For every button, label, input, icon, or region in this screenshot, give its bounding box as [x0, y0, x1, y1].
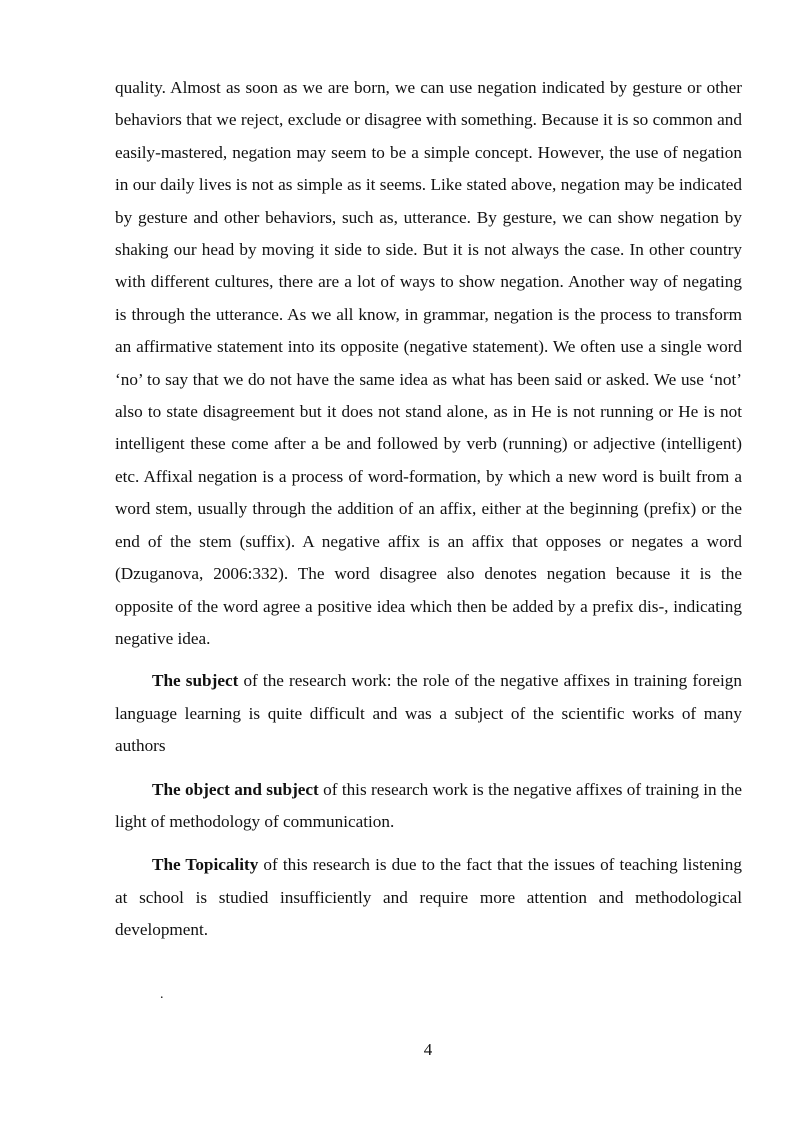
paragraph-topicality-text: of this research is due to the fact that the issues of teaching listening at school is studied insufficiently and require more attention and methodological development. [115, 855, 742, 940]
term-subject: The subject [152, 671, 239, 691]
paragraph-research-subject-text: of the research work: the role of the negative affixes in training foreign language learning is quite difficult and was a subject of the scientific works of many authors [115, 671, 742, 756]
page-number: 4 [423, 1040, 433, 1059]
body-text [115, 72, 742, 947]
term-topicality: The Topicality [152, 855, 259, 875]
paragraph-negation-overview: quality. Almost as soon as we are born, we can use negation indicated by gesture or other behaviors that we reject, exclude or disagree with something. Because it is so common and easily-mastered, negation may seem to be a simple concept. However, the use of negation in our daily lives is not as simple as it seems. Like stated above, negation may be indicated by gesture and other behaviors, such as, utterance. By gesture, we can show negation by shaking our head by moving it side to side. But it is not always the case. In other country with different cultures, there are a lot of ways to show negation. Another way of negating is through the utterance. As we all know, in grammar, negation is the process to transform an affirmative statement into its opposite (negative statement). We often use a single word ‘no’ to say that we do not have the same idea as what has been said or asked. We use ‘not’ also to state disagreement but it does not stand alone, as in He is not running or He is not intelligent these come after a be and followed by verb (running) or adjective (intelligent) etc. Affixal negation is a process of word-formation, by which a new word is built from a word stem, usually through the addition of an affix, either at the beginning (prefix) or the end of the stem (suffix). A negative affix is an affix that opposes or negates a word (Dzuganova, 2006:332). The word disagree also denotes negation because it is the opposite of the word agree a positive idea which then be added by a prefix dis-, indicating negative idea. [115, 78, 742, 648]
term-object-and-subject: The object and subject [152, 779, 319, 799]
paragraph-topicality [115, 849, 742, 946]
paragraph-object-and-subject-text: of this research work is the negative affixes of training in the light of methodology of communication. [115, 779, 743, 831]
paragraph-research-subject [115, 665, 742, 762]
stray-mark: . [160, 987, 164, 1002]
paragraph-object-and-subject [115, 774, 742, 839]
